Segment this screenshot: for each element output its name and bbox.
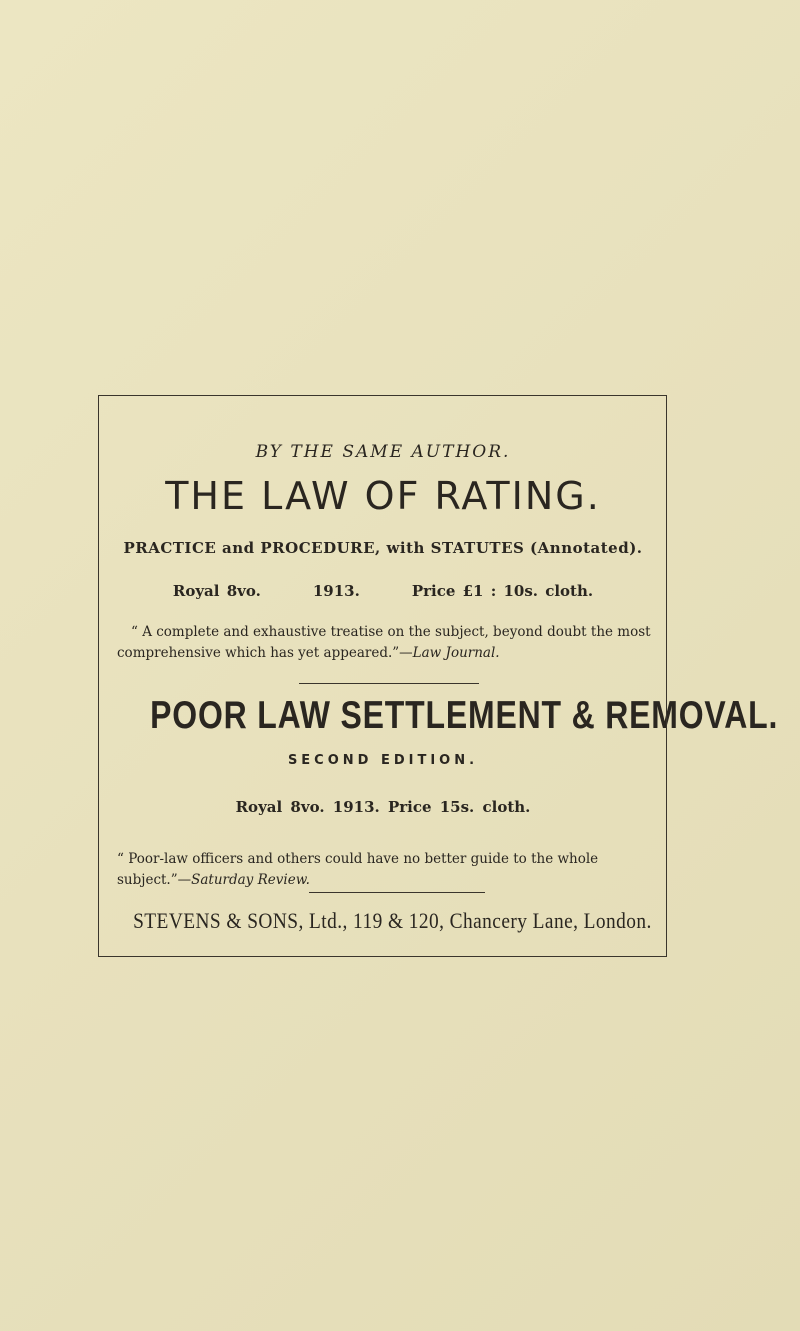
book-details-law-of-rating <box>99 582 667 600</box>
review-text: “ Poor-law officers and others could have no better guide to the whole subject.”— <box>117 851 599 888</box>
review-quote-law-of-rating <box>117 622 657 664</box>
book-details-poor-law: Royal 8vo. 1913. Price 15s. cloth. <box>235 798 531 816</box>
review-source: Law Journal. <box>412 645 500 661</box>
book-year: 1913. <box>312 582 360 600</box>
book-edition-poor-law: SECOND EDITION. <box>287 753 479 768</box>
section-divider <box>309 892 485 893</box>
book-title-poor-law: POOR LAW SETTLEMENT & REMOVAL. <box>150 694 779 737</box>
book-price: Price £1 : 10s. cloth. <box>411 582 594 600</box>
by-same-author-heading: BY THE SAME AUTHOR. <box>255 442 511 462</box>
section-divider <box>299 683 479 684</box>
review-text: “ A complete and exhaustive treatise on the subject, beyond doubt the most comprehensive which has yet appeared.”— <box>117 624 651 661</box>
advertisement-box <box>98 395 779 957</box>
book-format: Royal 8vo. <box>172 582 261 600</box>
book-subtitle-law-of-rating: PRACTICE and PROCEDURE, with STATUTES (Annotated). <box>123 539 643 557</box>
review-quote-poor-law <box>117 849 657 891</box>
book-title-law-of-rating: THE LAW OF RATING. <box>165 474 601 518</box>
review-source: Saturday Review. <box>191 872 310 888</box>
publisher-imprint: STEVENS & SONS, Ltd., 119 & 120, Chancery Lane, London. <box>133 908 652 933</box>
